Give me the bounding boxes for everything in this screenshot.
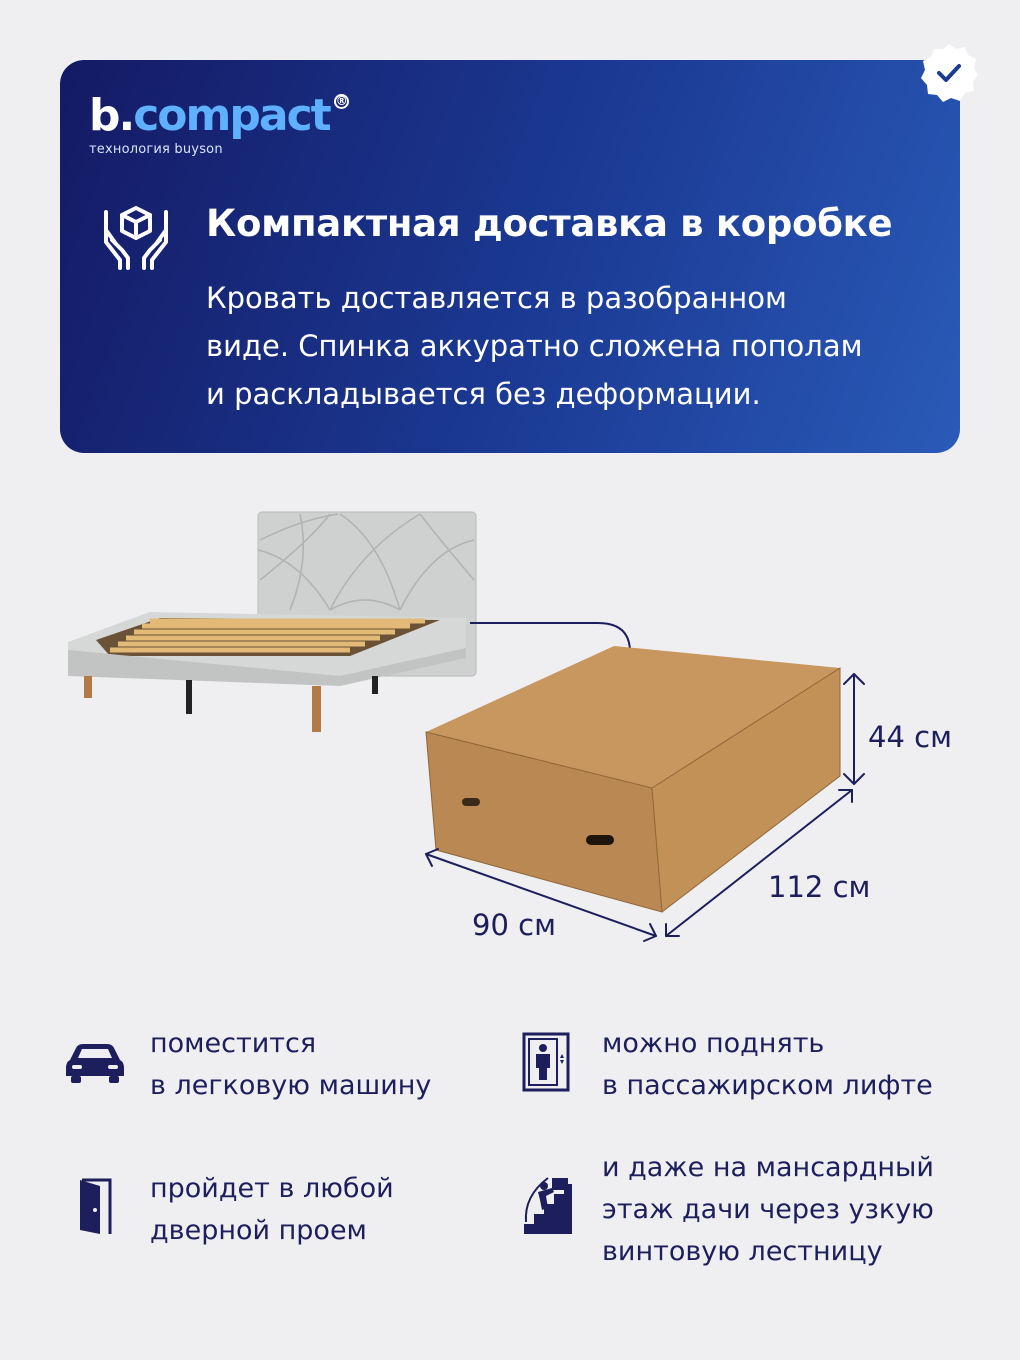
- feature-text-line: поместится: [150, 1028, 317, 1059]
- bed-image: [68, 512, 476, 732]
- door-icon: [76, 1176, 114, 1236]
- box-height-label: 44 см: [868, 720, 952, 754]
- brand-tagline: технология buyson: [89, 142, 223, 157]
- hands-box-icon: [98, 202, 174, 272]
- registered-mark: ®: [335, 94, 348, 108]
- stairs-carry-icon: [522, 1174, 574, 1236]
- banner-title: Компактная доставка в коробке: [206, 202, 893, 245]
- banner-text-line: и раскладывается без деформации.: [206, 377, 761, 411]
- brand-name-part2: compact: [133, 90, 330, 141]
- feature-text-line: дверной проем: [150, 1215, 367, 1246]
- feature-text-line: в легковую машину: [150, 1070, 432, 1101]
- brand-logo: [89, 92, 349, 157]
- banner-text-line: Кровать доставляется в разобранном: [206, 281, 787, 315]
- elevator-icon: [522, 1032, 570, 1092]
- promo-banner: [60, 60, 960, 453]
- box-depth-label: 112 см: [768, 870, 871, 904]
- feature-text-line: этаж дачи через узкую: [602, 1194, 934, 1225]
- feature-text-line: винтовую лестницу: [602, 1236, 883, 1267]
- feature-text-line: можно поднять: [602, 1028, 825, 1059]
- car-icon: [66, 1040, 124, 1084]
- feature-text-line: и даже на мансардный: [602, 1152, 934, 1183]
- banner-description: [206, 274, 946, 418]
- feature-text-line: пройдет в любой: [150, 1173, 394, 1204]
- brand-name-part1: b.: [89, 90, 134, 141]
- feature-text-line: в пассажирском лифте: [602, 1070, 933, 1101]
- banner-text-line: виде. Спинка аккуратно сложена пополам: [206, 329, 863, 363]
- box-width-label: 90 см: [472, 908, 556, 942]
- verified-badge-icon: [918, 42, 980, 104]
